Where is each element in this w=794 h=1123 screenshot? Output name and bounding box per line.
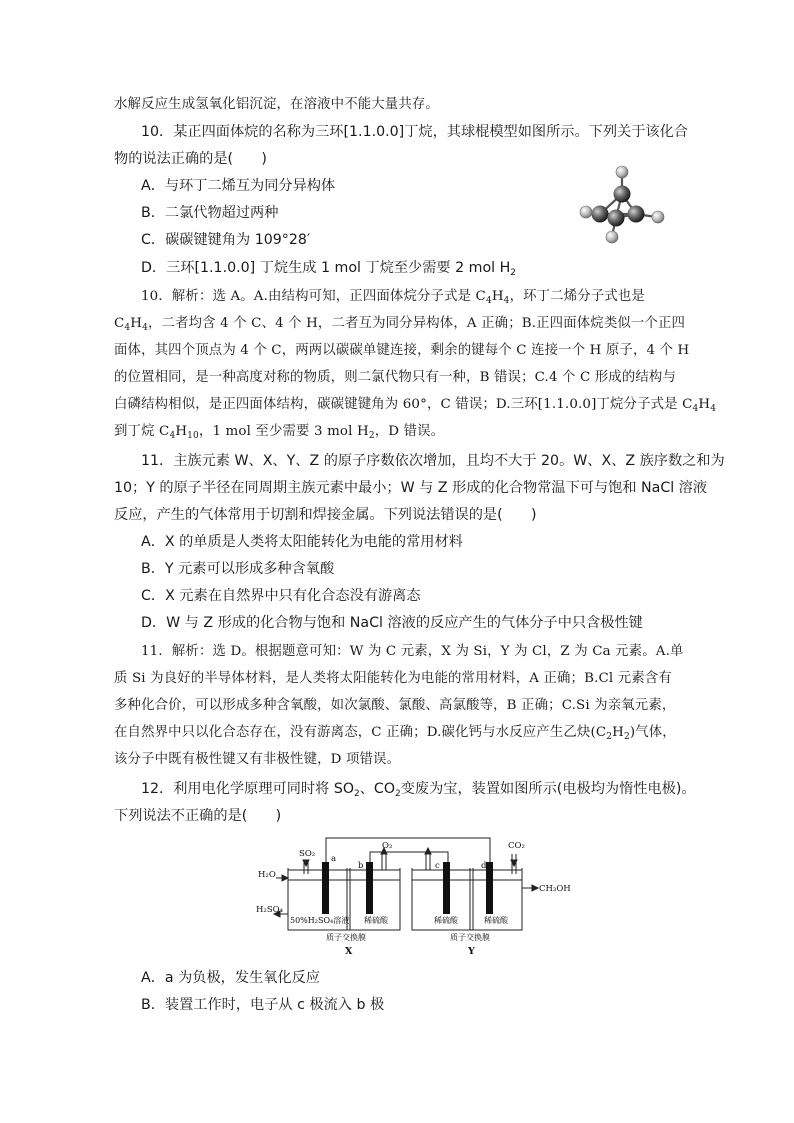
cell-y-label: Y [468,946,475,957]
q12-option-a: A．a 为负极，发生氧化反应 [141,970,320,986]
q10-option-a: A．与环丁二烯互为同分异构体 [141,178,336,194]
co2-label: CO₂ [508,841,525,851]
a11-line3: 多种化合价，可以形成多种含氧酸，如次氯酸、氯酸、高氯酸等，B 正确；C.Si 为亲氧元素， [114,698,676,713]
electrode-c-label: c [435,861,440,871]
q12-option-b: B．装置工作时，电子从 c 极流入 b 极 [141,997,385,1013]
electrode-d-label: d [481,861,487,871]
solution-x-right-label: 稀硫酸 [364,916,388,925]
a10-line5: 白磷结构相似，是正四面体结构，碳碳键键角为 60°，C 错误；D.三环[1.1.0.0]丁烷分子式是 $C_4H_4$ [114,397,717,414]
a11-line1: 11．解析：选 D。根据题意可知：W 为 C 元素，X 为 Si，Y 为 Cl，Z 为 Ca 元素。A.单 [141,644,684,659]
ball-stick-model-figure [576,160,668,246]
carbon-atom-top [614,186,631,203]
carbon-atom-front [608,210,625,227]
q10-option-d: D．三环[1.1.0.0] 丁烷生成 1 mol 丁烷至少需要 2 mol $H_2$ [141,260,516,278]
cell-x-label: X [345,946,353,957]
h2so4-label: H₂SO₄ [256,905,284,915]
q10-stem-line2: 物的说法正确的是( ) [114,151,267,167]
membrane-y-label: 质子交换膜 [450,933,490,942]
o2-label: O₂ [382,841,393,851]
a11-line2: 质 Si 为良好的半导体材料，是人类将太阳能转化为电能的常用材料，A 正确；B.Cl 元素含有 [114,671,672,686]
answer-continuation: 水解反应生成氢氧化铝沉淀，在溶液中不能大量共存。 [114,97,439,112]
a10-line3: 面体，其四个顶点为 4 个 C，两两以碳碳单键连接，剩余的键每个 C 连接一个 H 原子，4 个 H [114,343,690,358]
electrode-a [322,862,329,914]
a11-line4: 在自然界中只以化合态存在，没有游离态，C 正确；D.碳化钙与水反应产生乙炔$(C_2H_2)$气体， [114,725,676,742]
hydrogen-atom-right [652,211,664,223]
h2o-label: H₂O [258,870,276,880]
ch3oh-label: CH₃OH [539,884,571,894]
electrode-d [486,862,493,914]
a10-line2: $C_4H_4$，二者均含 4 个 C、4 个 H，二者互为同分异构体，A 正确；B.正四面体烷类似一个正四 [114,316,686,333]
electrode-c [443,862,450,914]
q12-stem-line1: 12．利用电化学原理可同时将 $SO_2$、$CO_2$变废为宝，装置如图所示(电极均为惰性电极)。 [141,781,696,799]
electrode-b-label: b [358,861,364,871]
hydrogen-atom-left [580,206,592,218]
q11-option-a: A．X 的单质是人类将太阳能转化为电能的常用材料 [141,534,463,550]
solution-y-right-label: 稀硫酸 [484,916,508,925]
hydrogen-atom-top [616,166,628,178]
ch3oh-outlet-arrow-icon [532,885,538,891]
q11-stem-line1: 11．主族元素 W、X、Y、Z 的原子序数依次增加，且均不大于 20。W、X、Z 族序数之和为 [141,453,725,469]
solution-x-left-label: 50%H₂SO₄溶液 [290,916,350,925]
q10-stem-line1: 10．某正四面体烷的名称为三环[1.1.0.0]丁烷，其球棍模型如图所示。下列关于该化合 [141,124,688,140]
a10-line4: 的位置相同，是一种高度对称的物质，则二氯代物只有一种，B 错误；C.4 个 C 形成的结构与 [114,370,677,385]
a10-line6: 到丁烷 $C_4H_{10}$，1 mol 至少需要 3 mol $H_2$，D 错误。 [114,424,445,441]
q12-stem-line2: 下列说法不正确的是( ) [114,808,282,824]
electrode-b [366,862,373,914]
q11-option-c: C．X 元素在自然界中只有化合态没有游离态 [141,588,421,604]
q11-stem-line3: 反应，产生的气体常用于切割和焊接金属。下列说法错误的是( ) [114,507,537,523]
q11-option-d: D．W 与 Z 形成的化合物与饱和 NaCl 溶液的反应产生的气体分子中只含极性键 [141,615,643,631]
h2o-inlet-arrow-icon [282,875,288,881]
hydrogen-atom-bottom [606,231,618,243]
a10-line1: 10．解析：选 A。A.由结构可知，正四面体烷分子式是 $C_4H_4$，环丁二烯分子式也是 [141,289,645,306]
carbon-atom-left [592,206,609,223]
q11-stem-line2: 10；Y 的原子半径在同周期主族元素中最小；W 与 Z 形成的化合物常温下可与饱和 NaCl 溶液 [114,480,708,496]
c-outlet-arrow-icon [425,848,431,854]
a11-line5: 该分子中既有极性键又有非极性键，D 项错误。 [114,752,401,767]
electrode-a-label: a [331,854,337,864]
solution-y-left-label: 稀硫酸 [434,916,458,925]
q11-option-b: B．Y 元素可以形成多种含氧酸 [141,561,335,577]
so2-label: SO₂ [299,849,316,859]
carbon-atom-right [628,206,645,223]
q10-option-c: C．碳碳键键角为 109°28′ [141,232,311,248]
membrane-x-label: 质子交换膜 [326,933,366,942]
electrochemical-apparatus-diagram [254,832,574,960]
q10-option-b: B．二氯代物超过两种 [141,205,279,221]
